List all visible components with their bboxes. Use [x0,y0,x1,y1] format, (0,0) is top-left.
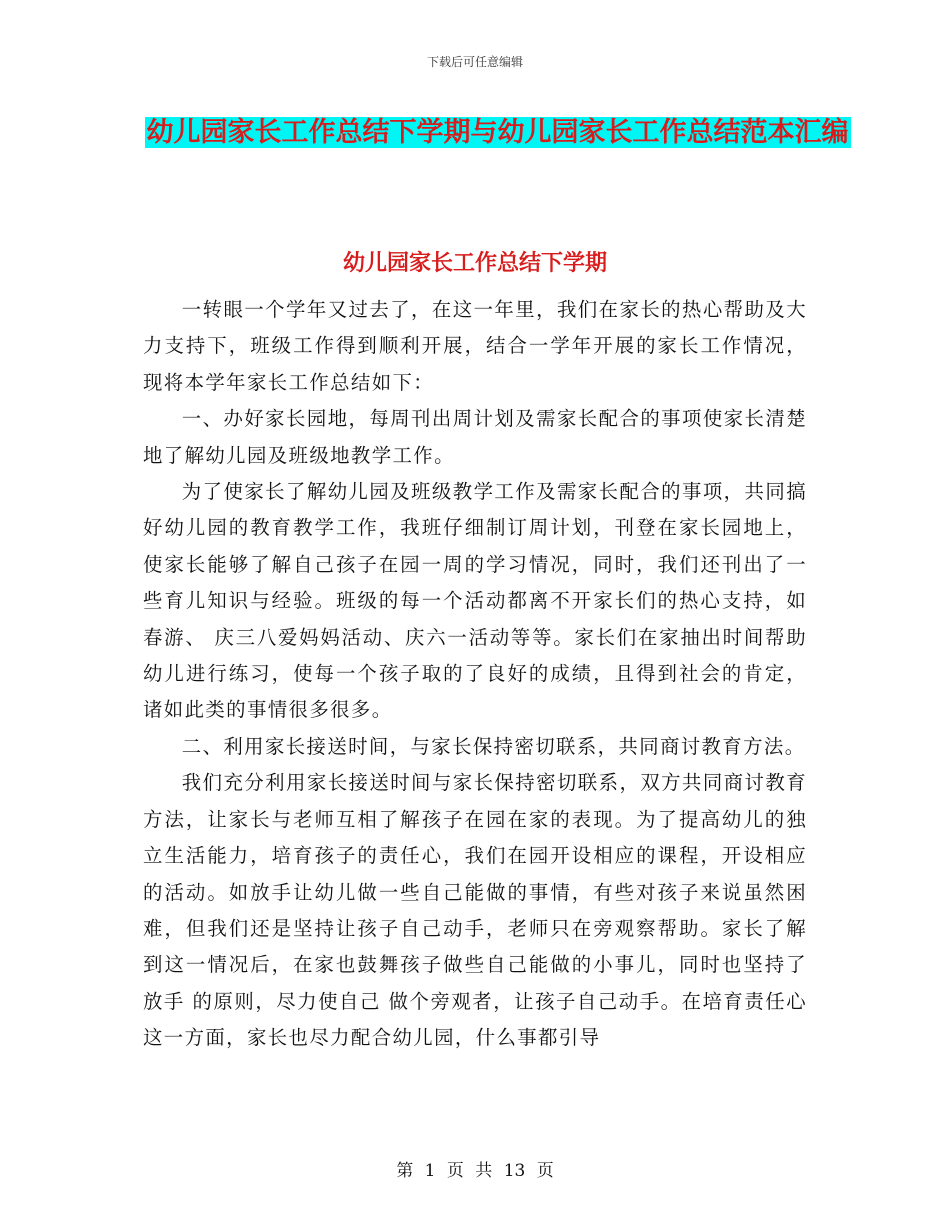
paragraph: 二、利用家长接送时间，与家长保持密切联系，共同商讨教育方法。 [181,734,806,758]
document-title [140,108,855,158]
document-body [143,292,807,1057]
paragraph: 我们充分利用家长接送时间与家长保持密切联系，双方共同商讨教育方法，让家长与老师互相了解孩子在园在家的表现。为了提高幼儿的独立生活能力，培育孩子的责任心，我们在园开设相应的课程，开设相应的活动。如放手让幼儿做一些自己能做的事情，有些对孩子来说虽然困难，但我们还是坚持让孩子自己动手，老师只在旁观察帮助。家长了解到这一情况后，在家也鼓舞孩子做些自己能做的小事儿，同时也坚持了放手 的原则，尽力使自己 做个旁观者，让孩子自己动手。在培育责任心这一方面，家长也尽力配合幼儿园，什么事都引导 [143,771,807,1050]
section-title: 幼儿园家长工作总结下学期 [342,251,607,276]
header-note: 下载后可任意编辑 [426,55,523,69]
paragraph: 一转眼一个学年又过去了，在这一年里，我们在家长的热心帮助及大力支持下，班级工作得到顺利开展，结合一学年开展的家长工作情况，现将本学年家长工作总结如下： [143,298,807,394]
paragraph: 一、办好家长园地，每周刊出周计划及需家长配合的事项使家长清楚地了解幼儿园及班级地教学工作。 [143,407,807,467]
title-highlight: 幼儿园家长工作总结下学期与幼儿园家长工作总结范本汇编 [146,117,849,148]
paragraph: 为了使家长了解幼儿园及班级教学工作及需家长配合的事项，共同搞好幼儿园的教育教学工作，我班仔细制订周计划，刊登在家长园地上，使家长能够了解自己孩子在园一周的学习情况，同时，我们还刊出了一些育儿知识与经验。班级的每一个活动都离不开家长们的热心支持，如春游、 庆三八爱妈妈活动、庆六一活动等等。家长们在家抽出时间帮助幼儿进行练习，使每一个孩子取的了良好的成绩，且得到社会的肯定，诸如此类的事情很多很多。 [143,480,807,722]
page-number: 第 1 页 共 13 页 [396,1161,554,1181]
